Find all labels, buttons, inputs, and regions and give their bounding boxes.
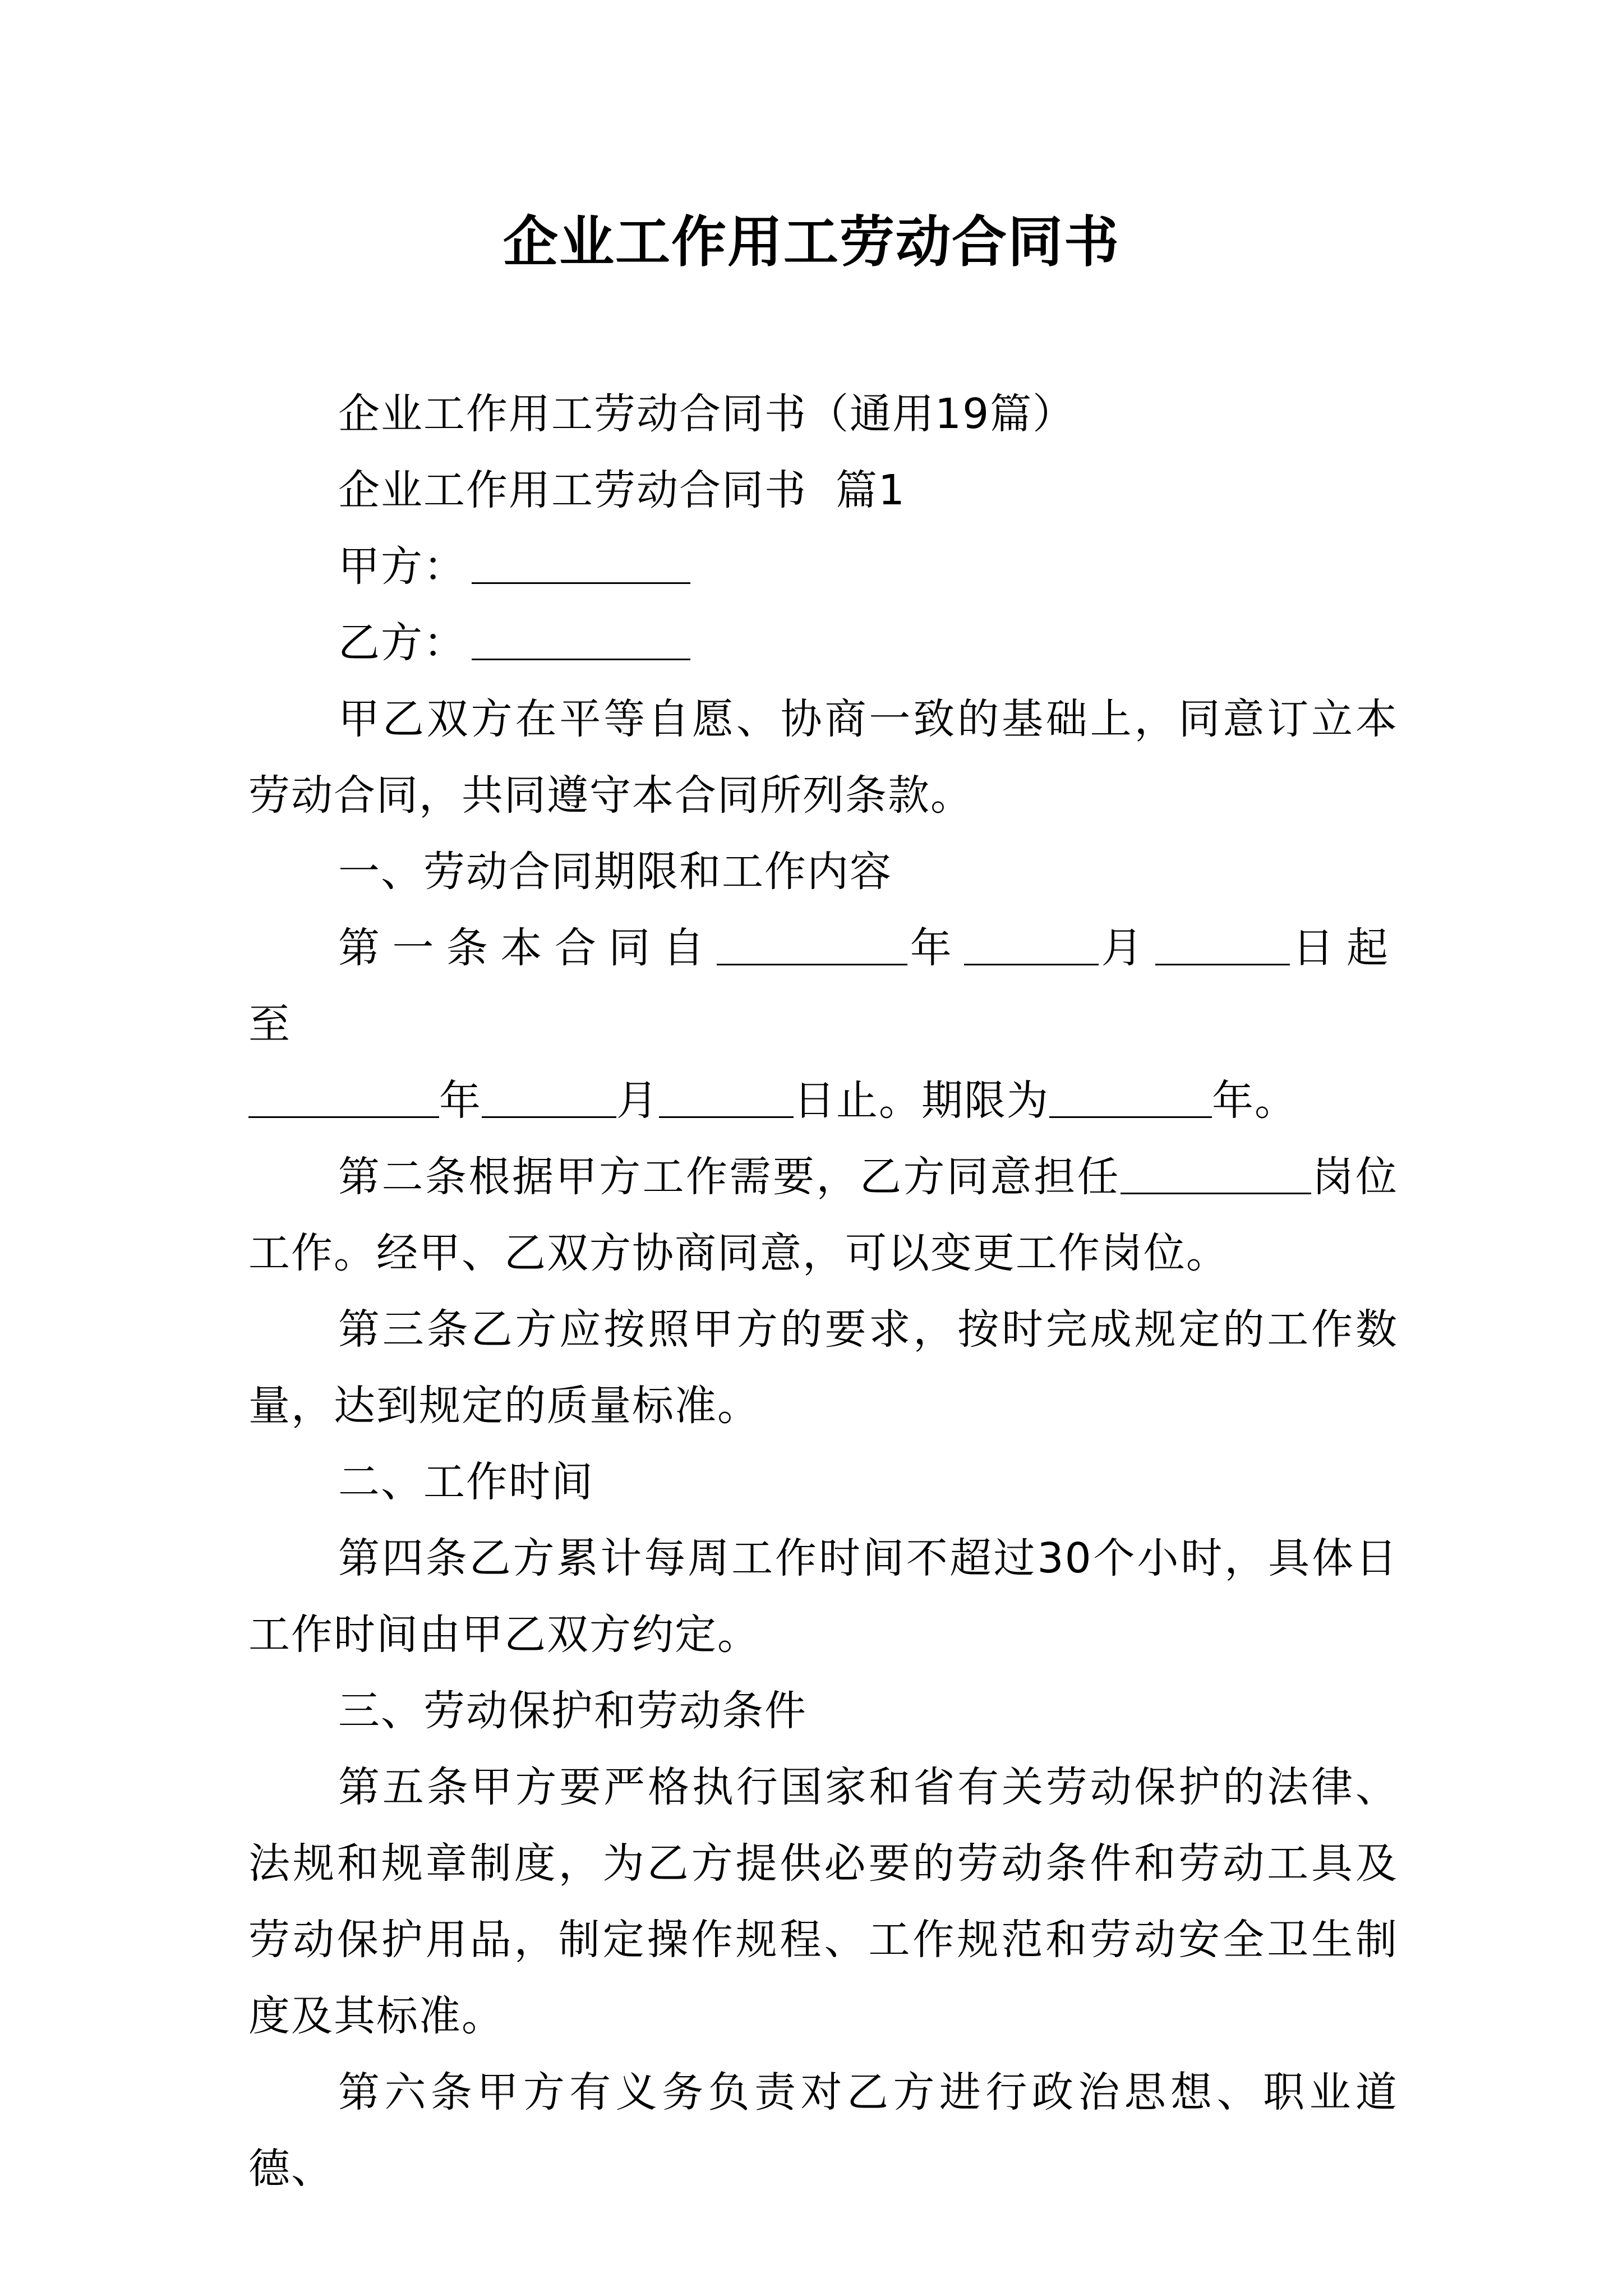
article-1-text: 第一条本合同自 (338, 924, 717, 972)
article-1 (248, 910, 1398, 1062)
document-body (248, 376, 1398, 2207)
end-year-blank[interactable] (248, 1077, 439, 1118)
month2-label: 月 (616, 1076, 659, 1125)
party-a-blank[interactable] (472, 543, 690, 584)
heading-contract-term: 一、劳动合同期限和工作内容 (338, 848, 892, 896)
party-a-line (248, 528, 1398, 605)
party-b-blank[interactable] (472, 619, 690, 660)
period-years-blank[interactable] (1049, 1077, 1212, 1118)
party-a-label: 甲方： (338, 542, 466, 591)
section-heading: 企业工作用工劳动合同书 篇1 (338, 466, 906, 514)
party-b-label: 乙方： (338, 619, 466, 667)
article-2 (248, 1139, 1398, 1291)
document-subtitle: 企业工作用工劳动合同书（通用19篇） (338, 390, 1076, 438)
article-2-text-a: 第二条根据甲方工作需要，乙方同意担任 (338, 1153, 1121, 1201)
intro-paragraph: 甲乙双方在平等自愿、协商一致的基础上，同意订立本劳动合同，共同遵守本合同所列条款。 (248, 695, 1398, 820)
article-2-text-b: 岗位工作。经甲、乙双方协商同意，可以变更工作岗位。 (248, 1153, 1398, 1277)
document-title: 企业工作用工劳动合同书 (502, 210, 1120, 274)
party-b-line (248, 605, 1398, 681)
year-label: 年 (907, 924, 965, 972)
article-3: 第三条乙方应按照甲方的要求，按时完成规定的工作数量，达到规定的质量标准。 (248, 1305, 1398, 1430)
end-day-blank[interactable] (659, 1077, 794, 1118)
heading-labor-protection: 三、劳动保护和劳动条件 (338, 1687, 807, 1735)
article-5: 第五条甲方要严格执行国家和省有关劳动保护的法律、法规和规章制度，为乙方提供必要的劳动条件和劳动工具及劳动保护用品，制定操作规程、工作规范和劳动安全卫生制度及其标准。 (248, 1763, 1398, 2040)
start-day-blank[interactable] (1155, 924, 1290, 965)
post-blank[interactable] (1121, 1153, 1311, 1194)
year-end-label: 年。 (1212, 1076, 1297, 1125)
article-4: 第四条乙方累计每周工作时间不超过30个小时，具体日工作时间由甲乙双方约定。 (248, 1534, 1398, 1659)
day-end-label: 日止。期限为 (794, 1076, 1049, 1125)
end-month-blank[interactable] (482, 1077, 616, 1118)
year2-label: 年 (439, 1076, 482, 1125)
start-year-blank[interactable] (717, 924, 907, 965)
article-6: 第六条甲方有义务负责对乙方进行政治思想、职业道德、 (248, 2068, 1398, 2193)
month-label: 月 (1099, 924, 1156, 972)
start-month-blank[interactable] (964, 924, 1099, 965)
day-start-label: 日起至 (248, 924, 1399, 1048)
heading-work-time: 二、工作时间 (338, 1458, 594, 1506)
article-1-continued (248, 1062, 1398, 1139)
